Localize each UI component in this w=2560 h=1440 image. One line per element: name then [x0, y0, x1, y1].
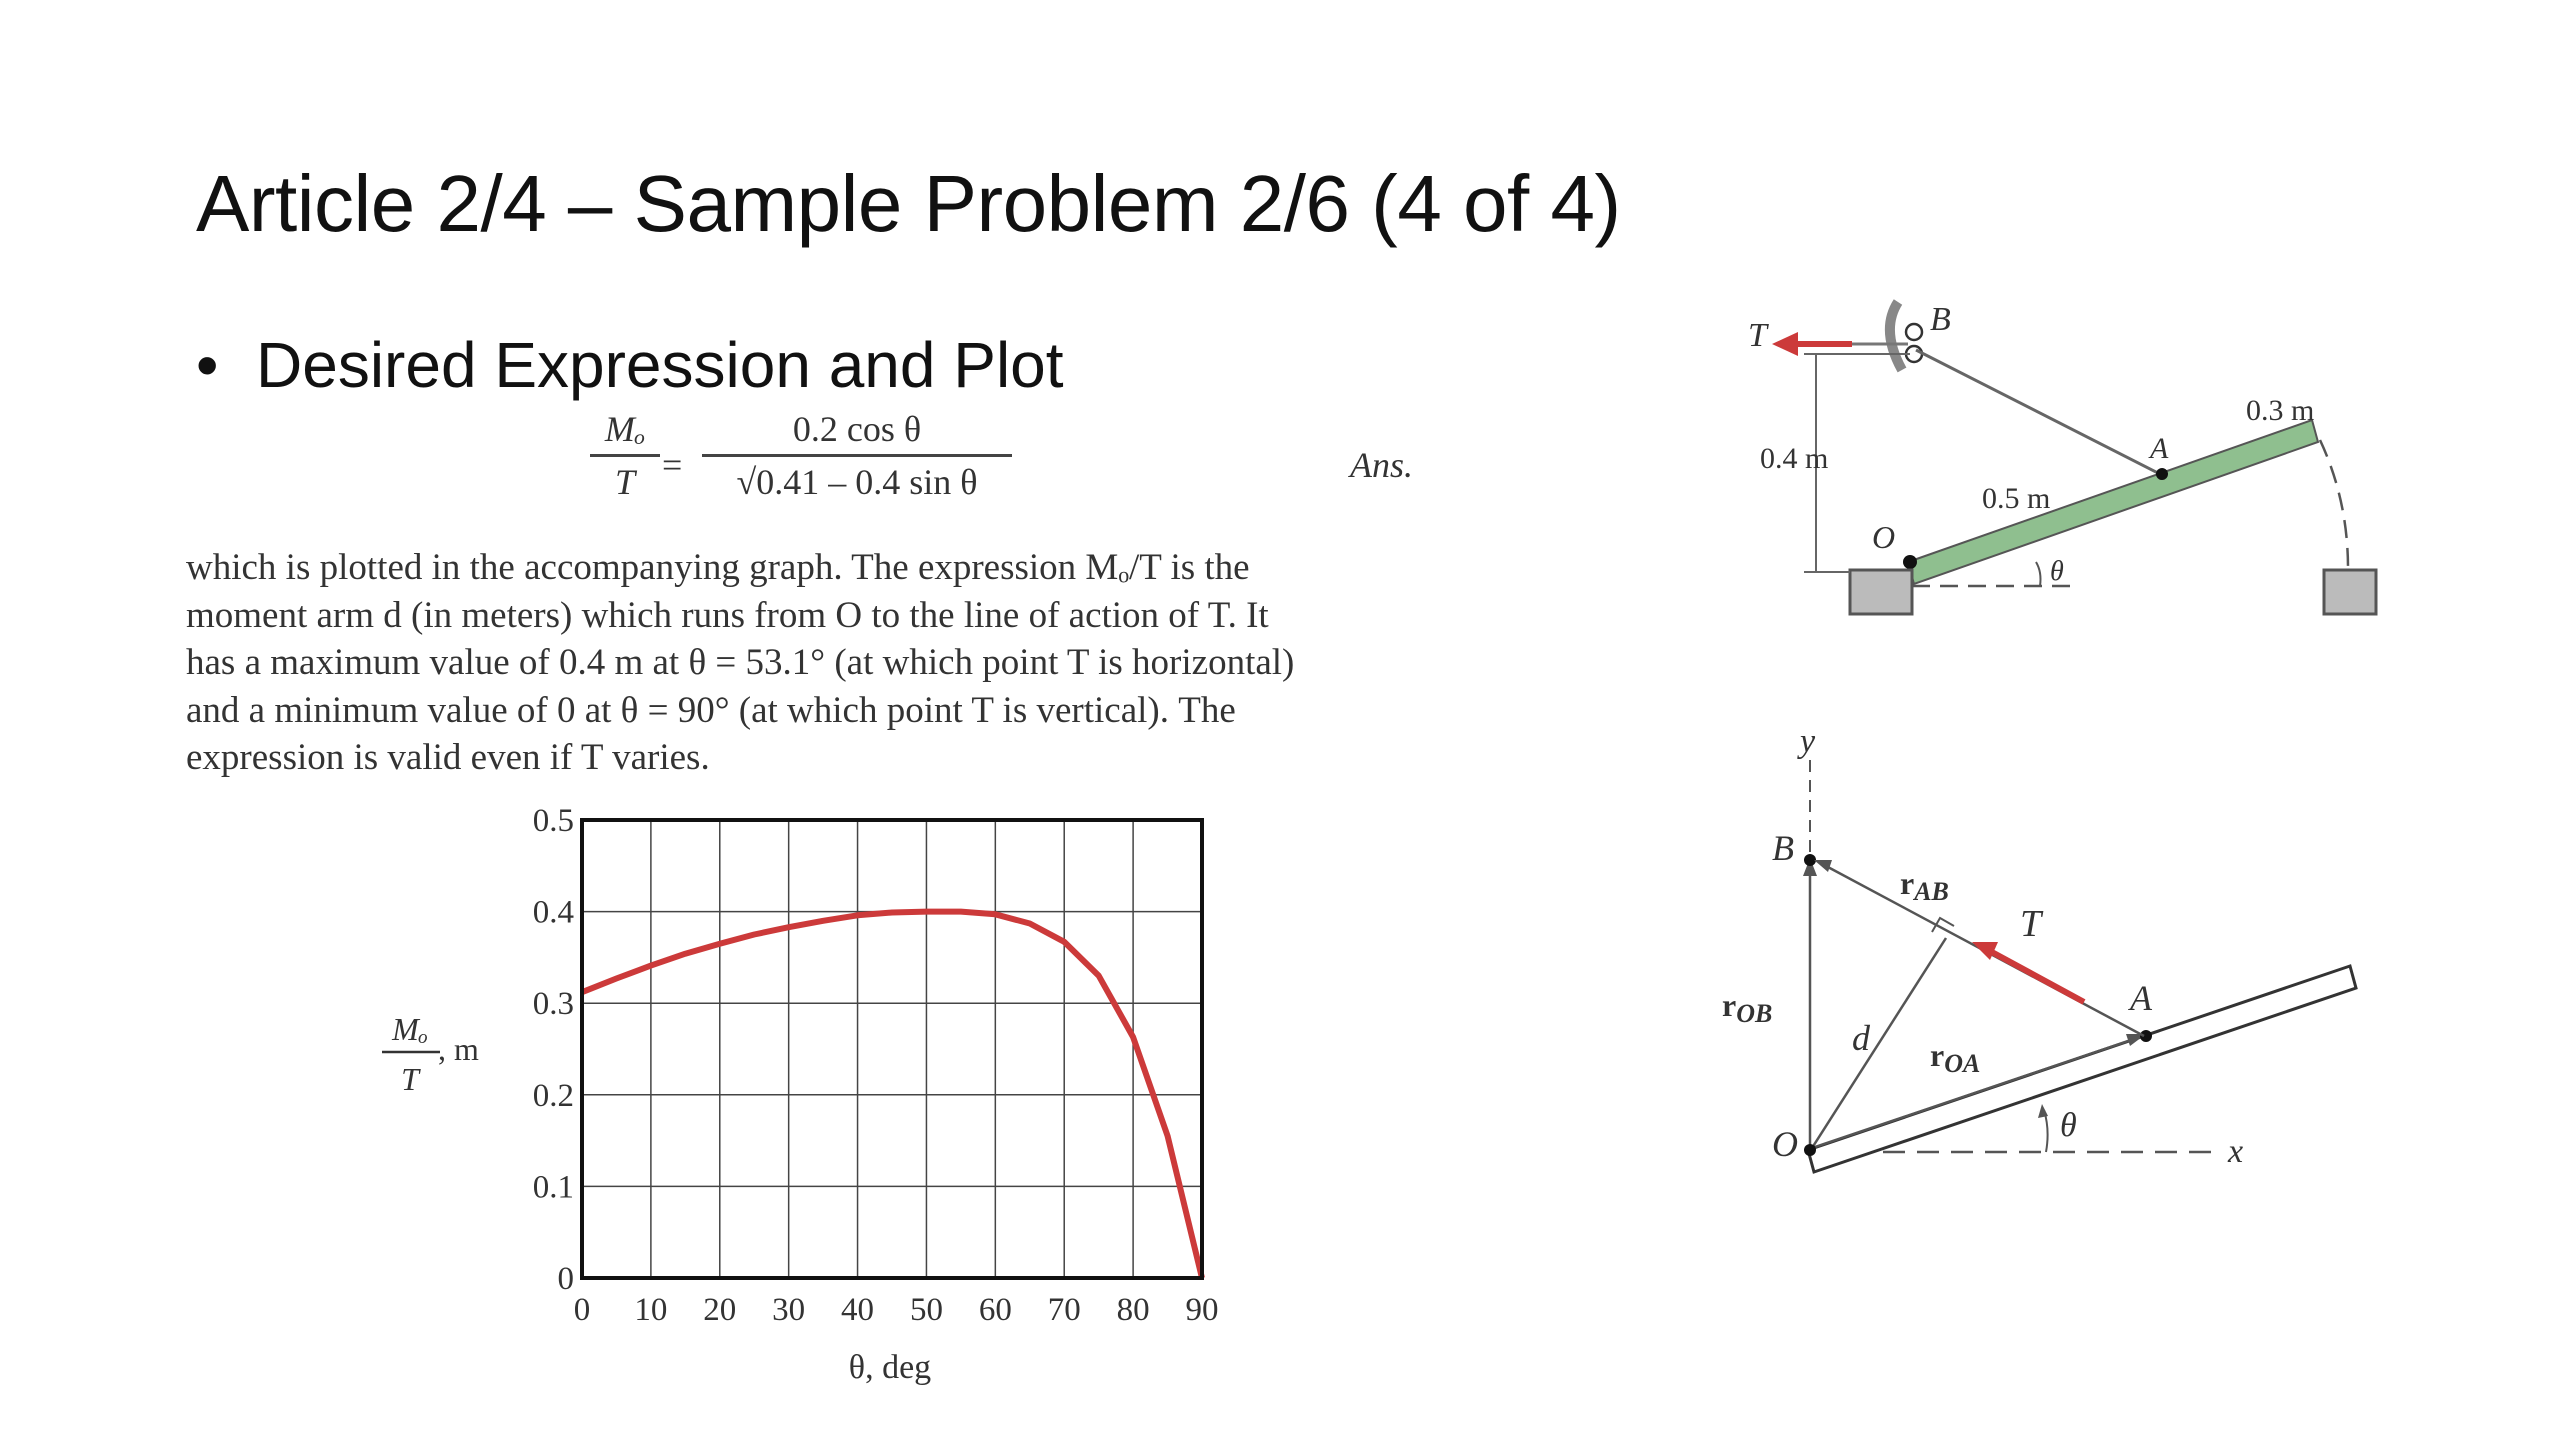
- chart-y-axis-label-numerator: Mₒ: [392, 1011, 428, 1047]
- bottom-diagram: [1700, 710, 2420, 1210]
- theta-arc: [2036, 562, 2041, 586]
- cable-BA: [1916, 350, 2160, 474]
- equation-lhs: [590, 408, 660, 503]
- label-y: y: [1800, 723, 1816, 760]
- tension-vector: [1990, 951, 2084, 1002]
- bar-outline: [1808, 966, 2356, 1172]
- label-T: T: [2020, 903, 2042, 945]
- chart-y-tick-label: 0.5: [532, 803, 574, 839]
- pulley-upper: [1906, 324, 1922, 340]
- dim-0.4m: 0.4 m: [1760, 442, 1829, 475]
- label-r-OA: rOA: [1930, 1037, 1981, 1078]
- lhs-fraction-bar: [590, 454, 660, 457]
- chart-y-tick-label: 0: [557, 1261, 574, 1297]
- chart-x-tick-label: 20: [703, 1292, 737, 1328]
- chart-x-tick-label: 50: [909, 1292, 943, 1328]
- theta-arrowhead: [2038, 1104, 2048, 1118]
- chart-ticks: [533, 803, 1219, 1328]
- label-theta: θ: [2060, 1107, 2077, 1144]
- chart-x-tick-label: 90: [1185, 1292, 1219, 1328]
- chart-y-axis-label-unit: , m: [438, 1031, 479, 1067]
- lhs-numerator: Mₒ: [604, 409, 646, 449]
- green-bar: [1908, 420, 2318, 584]
- label-A: A: [2150, 432, 2169, 465]
- dim-0.5m: 0.5 m: [1982, 482, 2051, 515]
- top-diagram: [1720, 290, 2420, 630]
- chart-x-tick-label: 60: [978, 1292, 1012, 1328]
- label-r-AB: rAB: [1900, 865, 1949, 906]
- chart-x-tick-label: 40: [841, 1292, 875, 1328]
- chart-y-tick-label: 0.3: [532, 986, 574, 1023]
- paragraph-line: and a minimum value of 0 at θ = 90° (at which point T is vertical). The: [186, 689, 1236, 731]
- label-O: O: [1772, 1124, 1798, 1164]
- wall-hatch: [1890, 302, 1902, 370]
- chart-x-tick-label: 0: [573, 1292, 591, 1328]
- chart-frame: [582, 820, 1202, 1278]
- label-B: B: [1772, 828, 1794, 868]
- slide-title: Article 2/4 – Sample Problem 2/6 (4 of 4): [196, 159, 1621, 248]
- right-support: [2324, 570, 2376, 614]
- label-B: B: [1930, 301, 1951, 338]
- tension-arrowhead: [1772, 332, 1798, 356]
- chart-x-tick-label: 80: [1116, 1292, 1150, 1328]
- dim-0.3m: 0.3 m: [2246, 394, 2315, 427]
- chart-x-tick-label: 70: [1047, 1292, 1081, 1328]
- paragraph-line: expression is valid even if T varies.: [186, 737, 710, 778]
- label-x: x: [2228, 1133, 2244, 1170]
- r-AB-arrowhead: [1814, 860, 1832, 872]
- answer-label: Ans.: [1350, 445, 1413, 485]
- paragraph-line: has a maximum value of 0.4 m at θ = 53.1° (at which point T is horizontal): [186, 642, 1295, 683]
- rhs-denominator: √0.41 – 0.4 sin θ: [736, 462, 978, 502]
- explanation-paragraph: [186, 544, 1426, 782]
- equation-rhs: [702, 408, 1012, 503]
- label-r-OB: rOB: [1722, 987, 1773, 1028]
- chart-x-tick-label: 10: [634, 1292, 668, 1328]
- chart-y-tick-label: 0.4: [532, 894, 574, 931]
- point-A: [2156, 468, 2168, 480]
- lhs-denominator: T: [614, 462, 636, 502]
- chart-y-tick-label: 0.1: [532, 1169, 574, 1206]
- label-d: d: [1852, 1018, 1870, 1058]
- label-theta: θ: [2050, 556, 2064, 587]
- point-O: [1903, 555, 1917, 569]
- bullet-symbol: •: [196, 329, 219, 401]
- chart-grid: [582, 820, 1202, 1278]
- left-support: [1850, 570, 1912, 614]
- swing-arc: [2320, 440, 2348, 568]
- paragraph-line: which is plotted in the accompanying graph. The expression Mₒ/T is the: [186, 547, 1250, 588]
- moment-arm-chart: [360, 790, 1260, 1410]
- equation: [590, 408, 1490, 528]
- chart-x-tick-label: 30: [772, 1292, 806, 1328]
- chart-y-tick-label: 0.2: [532, 1077, 574, 1114]
- paragraph-line: moment arm d (in meters) which runs from O to the line of action of T. It: [186, 594, 1269, 636]
- rhs-fraction-bar: [702, 454, 1012, 457]
- label-T: T: [1748, 317, 1767, 354]
- chart-x-axis-label: θ, deg: [848, 1349, 932, 1386]
- point-O: [1804, 1144, 1816, 1156]
- chart-y-axis-label-denominator: T: [401, 1061, 419, 1097]
- rhs-numerator: 0.2 cos θ: [792, 409, 922, 449]
- equals-sign: =: [662, 445, 683, 485]
- label-O: O: [1872, 519, 1896, 555]
- bullet-item: [196, 328, 1064, 402]
- label-A: A: [2130, 978, 2152, 1018]
- bullet-text: Desired Expression and Plot: [256, 329, 1064, 401]
